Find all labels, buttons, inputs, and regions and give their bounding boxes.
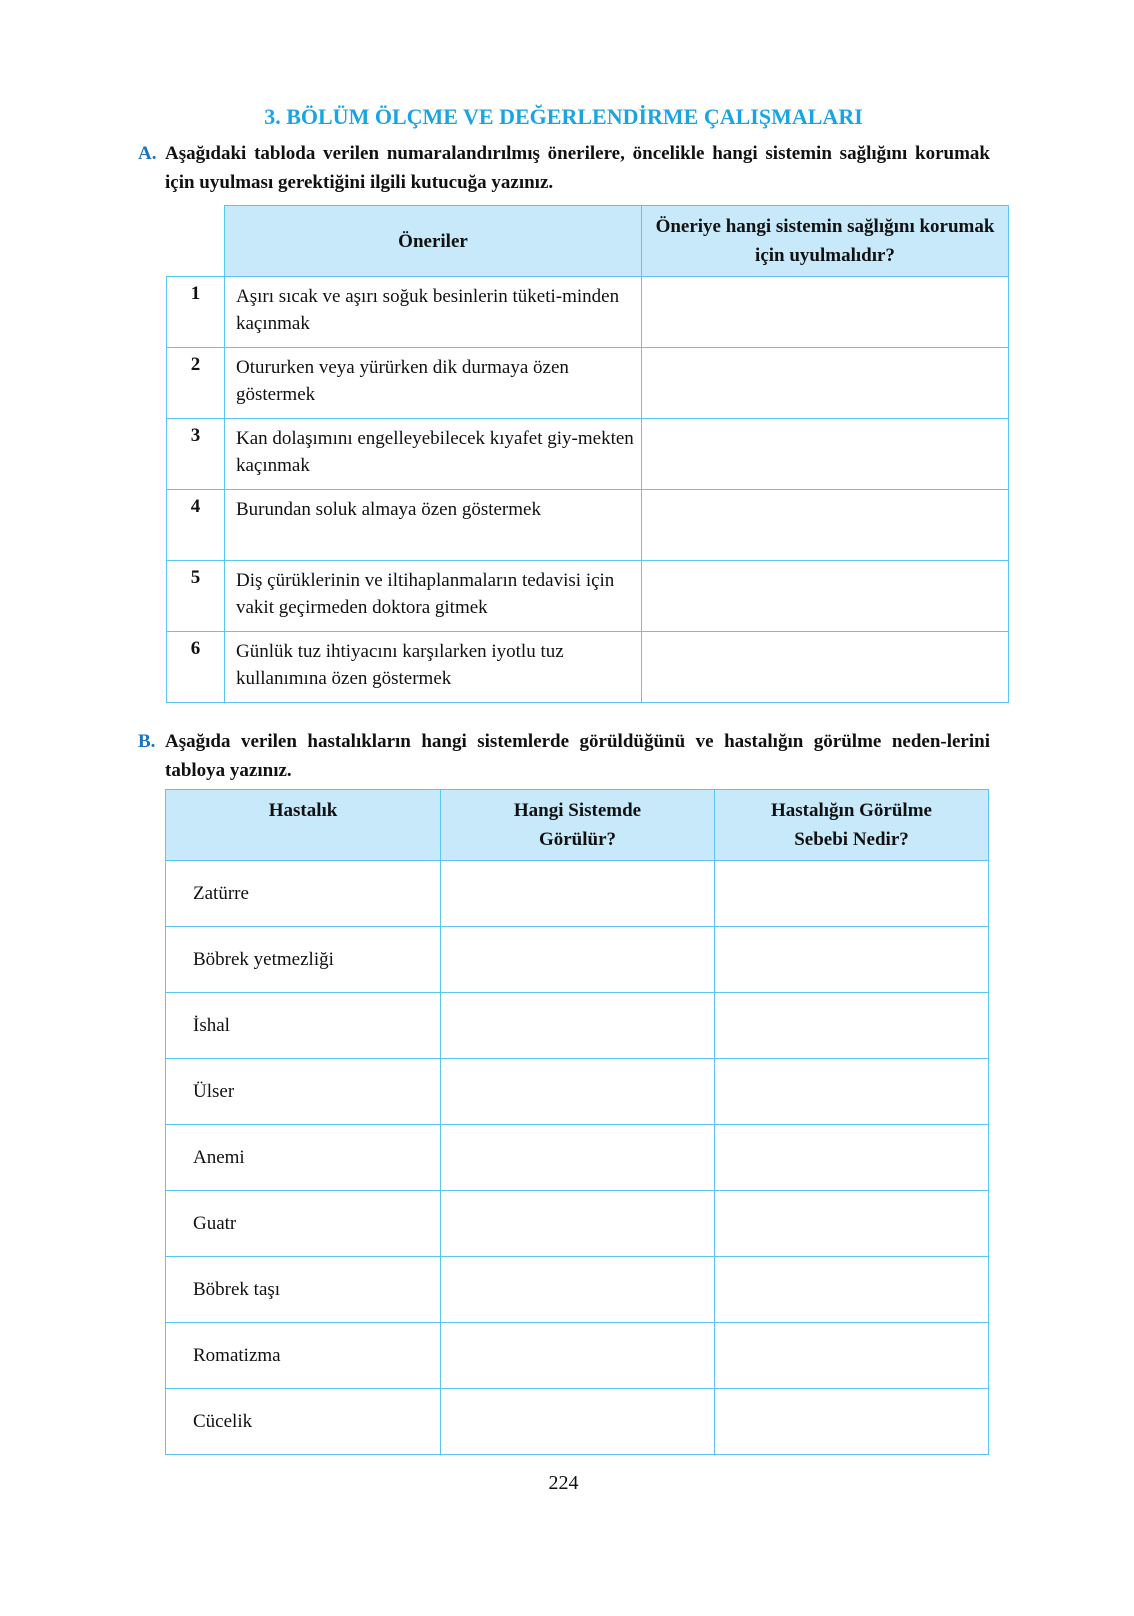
page-number: 224 xyxy=(548,1472,579,1494)
header-suggestions: Öneriler xyxy=(225,206,642,277)
table-row xyxy=(166,1257,989,1323)
cause-answer-cell[interactable] xyxy=(715,1257,989,1323)
table-row xyxy=(166,1059,989,1125)
section-b-label: B. xyxy=(138,731,156,752)
suggestion-text: Diş çürüklerinin ve iltihaplanmaların tedavisi için vakit geçirmeden doktora gitmek xyxy=(225,561,642,632)
system-answer-cell[interactable] xyxy=(441,861,715,927)
cause-answer-cell[interactable] xyxy=(715,1059,989,1125)
suggestions-table xyxy=(166,205,1009,703)
table-row xyxy=(166,1389,989,1455)
table-row xyxy=(167,277,1009,348)
row-number: 3 xyxy=(167,419,225,490)
suggestion-text: Otururken veya yürürken dik durmaya özen göstermek xyxy=(225,348,642,419)
section-a-label: A. xyxy=(138,143,157,164)
disease-name: Romatizma xyxy=(166,1323,441,1389)
suggestion-text: Burundan soluk almaya özen göstermek xyxy=(225,490,642,561)
row-number: 5 xyxy=(167,561,225,632)
table-row xyxy=(167,419,1009,490)
answer-cell[interactable] xyxy=(642,561,1009,632)
answer-cell[interactable] xyxy=(642,419,1009,490)
suggestion-text: Günlük tuz ihtiyacını karşılarken iyotlu tuz kullanımına özen göstermek xyxy=(225,632,642,703)
header-cause: Hastalığın Görülme Sebebi Nedir? xyxy=(715,790,989,861)
table-row xyxy=(166,993,989,1059)
disease-name: Böbrek taşı xyxy=(166,1257,441,1323)
table-row xyxy=(166,1191,989,1257)
disease-name: Ülser xyxy=(166,1059,441,1125)
cause-answer-cell[interactable] xyxy=(715,1125,989,1191)
blank-header xyxy=(167,206,225,277)
disease-name: Cücelik xyxy=(166,1389,441,1455)
answer-cell[interactable] xyxy=(642,490,1009,561)
system-answer-cell[interactable] xyxy=(441,1389,715,1455)
system-answer-cell[interactable] xyxy=(441,1257,715,1323)
diseases-table xyxy=(165,789,989,1455)
cause-answer-cell[interactable] xyxy=(715,1191,989,1257)
suggestion-text: Kan dolaşımını engelleyebilecek kıyafet giy-mekten kaçınmak xyxy=(225,419,642,490)
system-answer-cell[interactable] xyxy=(441,1059,715,1125)
table-row xyxy=(166,927,989,993)
disease-name: Guatr xyxy=(166,1191,441,1257)
disease-name: Anemi xyxy=(166,1125,441,1191)
disease-name: Zatürre xyxy=(166,861,441,927)
cause-answer-cell[interactable] xyxy=(715,927,989,993)
cause-answer-cell[interactable] xyxy=(715,1389,989,1455)
answer-cell[interactable] xyxy=(642,632,1009,703)
page-title: 3. BÖLÜM ÖLÇME VE DEĞERLENDİRME ÇALIŞMALARI xyxy=(264,104,863,129)
row-number: 1 xyxy=(167,277,225,348)
table-row xyxy=(166,1125,989,1191)
table-row xyxy=(167,632,1009,703)
system-answer-cell[interactable] xyxy=(441,993,715,1059)
table-row xyxy=(166,861,989,927)
answer-cell[interactable] xyxy=(642,348,1009,419)
table-row xyxy=(166,1323,989,1389)
disease-name: Böbrek yetmezliği xyxy=(166,927,441,993)
system-answer-cell[interactable] xyxy=(441,1323,715,1389)
header-which-system: Öneriye hangi sistemin sağlığını korumak için uyulmalıdır? xyxy=(642,206,1009,277)
section-b-instruction: B. Aşağıda verilen hastalıkların hangi sistemlerde görüldüğünü ve hastalığın görülme neden-lerini tabloya yazınız. xyxy=(138,727,990,785)
table-row xyxy=(167,348,1009,419)
row-number: 4 xyxy=(167,490,225,561)
cause-answer-cell[interactable] xyxy=(715,861,989,927)
header-disease: Hastalık xyxy=(166,790,441,861)
suggestion-text: Aşırı sıcak ve aşırı soğuk besinlerin tüketi-minden kaçınmak xyxy=(225,277,642,348)
system-answer-cell[interactable] xyxy=(441,1125,715,1191)
system-answer-cell[interactable] xyxy=(441,1191,715,1257)
header-system: Hangi Sistemde Görülür? xyxy=(441,790,715,861)
disease-name: İshal xyxy=(166,993,441,1059)
answer-cell[interactable] xyxy=(642,277,1009,348)
system-answer-cell[interactable] xyxy=(441,927,715,993)
cause-answer-cell[interactable] xyxy=(715,993,989,1059)
section-a-instruction: A. Aşağıdaki tabloda verilen numaralandırılmış önerilere, öncelikle hangi sistemin sağlığını korumak için uyulması gerektiğini ilgili kutucuğa yazınız. xyxy=(138,139,990,197)
table-row xyxy=(167,561,1009,632)
row-number: 2 xyxy=(167,348,225,419)
cause-answer-cell[interactable] xyxy=(715,1323,989,1389)
row-number: 6 xyxy=(167,632,225,703)
table-row xyxy=(167,490,1009,561)
